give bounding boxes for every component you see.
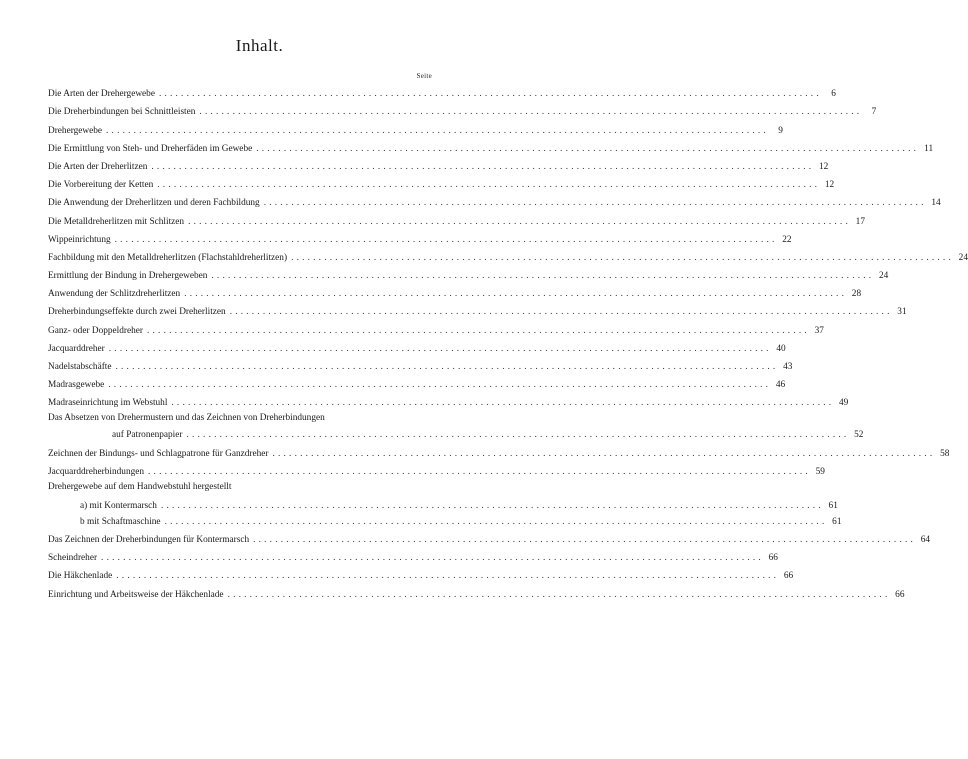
toc-entry-title: Die Häkchenlade — [48, 571, 113, 582]
toc-entry-page: 43 — [783, 362, 793, 372]
toc-entry-page: 12 — [819, 161, 829, 172]
toc-entry — [48, 564, 794, 582]
table-of-contents — [48, 82, 968, 601]
toc-entry-page: 52 — [854, 430, 864, 441]
leader-dots: ........................................................................................................................ — [106, 125, 769, 136]
toc-entry — [48, 100, 877, 118]
toc-entry — [48, 582, 905, 600]
toc-entry-page: 66 — [895, 589, 905, 600]
leader-dots: ........................................................................................................................ — [101, 553, 764, 564]
leader-dots: ........................................................................................................................ — [157, 180, 821, 191]
toc-entry-title: Die Arten der Drehergewebe — [48, 89, 155, 100]
toc-entry-page: 66 — [768, 553, 778, 564]
toc-entry — [48, 173, 835, 191]
toc-entry-page: 24 — [879, 271, 889, 282]
toc-entry — [48, 441, 950, 459]
toc-entry — [48, 228, 792, 246]
toc-entry — [48, 282, 862, 300]
toc-entry-page: 49 — [839, 398, 849, 409]
toc-entry-title: Drehergewebe — [48, 125, 103, 136]
toc-entry-page: 46 — [775, 380, 786, 391]
leader-dots: ........................................................................................................................ — [116, 571, 780, 582]
toc-entry-title: a) mit Kontermarsch — [80, 500, 157, 511]
toc-entry-title: Zeichnen der Bindungs- und Schlagpatrone für Ganzdreher — [48, 448, 269, 459]
page-title: Inhalt. — [235, 36, 284, 55]
toc-entry-page: 28 — [851, 289, 862, 300]
leader-dots: ........................................................................................................................ — [151, 161, 815, 172]
toc-entry-page: 14 — [931, 198, 941, 209]
toc-entry — [48, 191, 941, 209]
toc-entry — [48, 82, 836, 100]
toc-entry — [48, 373, 786, 391]
toc-entry-page: 11 — [924, 143, 934, 154]
toc-entry-page: 9 — [778, 125, 783, 136]
toc-entry-page: 7 — [871, 107, 877, 118]
toc-entry-multiline — [48, 409, 864, 441]
toc-entry-page: 12 — [824, 180, 835, 191]
toc-entry-title-line1: Das Absetzen von Drehermustern und das Zeichnen von Dreherbindungen — [48, 413, 325, 424]
toc-entry — [48, 496, 838, 512]
toc-entry-title: Die Dreherbindungen bei Schnittleisten — [48, 107, 196, 118]
leader-dots: ........................................................................................................................ — [263, 198, 927, 209]
toc-entry-page: 24 — [958, 252, 968, 263]
toc-entry-page: 64 — [920, 534, 931, 545]
toc-entry-page: 40 — [776, 343, 786, 354]
toc-entry-page: 58 — [940, 448, 950, 459]
leader-dots: ........................................................................................................................ — [147, 325, 810, 336]
toc-entry — [48, 546, 778, 564]
toc-entry-title: Dreherbindungseffekte durch zwei Dreherlitzen — [48, 307, 226, 318]
toc-group — [48, 478, 842, 528]
leader-dots: ........................................................................................................................ — [158, 89, 822, 100]
leader-dots: ........................................................................................................................ — [108, 380, 772, 391]
toc-entry — [48, 209, 865, 227]
toc-entry-title: Jacquarddreherbindungen — [48, 466, 145, 477]
leader-dots: ........................................................................................................................ — [256, 143, 920, 154]
toc-entry-title: Einrichtung und Arbeitsweise der Häkchenlade — [48, 589, 224, 600]
toc-entry-title: Madraseinrichtung im Webstuhl — [48, 398, 168, 409]
leader-dots: ........................................................................................................................ — [164, 516, 828, 527]
leader-dots: ........................................................................................................................ — [227, 589, 891, 600]
toc-entry — [48, 118, 783, 136]
leader-dots: ........................................................................................................................ — [229, 307, 893, 318]
leader-dots: ........................................................................................................................ — [186, 430, 850, 441]
toc-entry-title: Ermittlung der Bindung in Drehergeweben — [48, 271, 208, 282]
toc-entry — [48, 512, 842, 528]
toc-entry-title: Die Metalldreherlitzen mit Schlitzen — [48, 216, 185, 227]
toc-entry-title: Die Vorbereitung der Ketten — [48, 180, 154, 191]
leader-dots: ........................................................................................................................ — [115, 362, 779, 372]
toc-entry-title: Fachbildung mit den Metalldreherlitzen (Flachstahldreherlitzen) — [48, 252, 288, 263]
leader-dots: ........................................................................................................................ — [108, 343, 772, 354]
toc-entry — [48, 137, 934, 155]
toc-entry — [48, 300, 907, 318]
leader-dots: ........................................................................................................................ — [148, 466, 811, 477]
toc-group-heading: Drehergewebe auf dem Handwebstuhl hergestellt — [48, 481, 232, 492]
leader-dots: ........................................................................................................................ — [211, 271, 875, 282]
toc-entry-title: Madrasgewebe — [48, 380, 105, 391]
leader-dots: ........................................................................................................................ — [160, 500, 824, 511]
toc-entry — [48, 460, 825, 478]
leader-dots: ........................................................................................................................ — [188, 216, 851, 227]
toc-entry-title: Das Zeichnen der Dreherbindungen für Kontermarsch — [48, 534, 250, 545]
toc-entry-page: 17 — [855, 216, 865, 227]
leader-dots: ........................................................................................................................ — [199, 107, 863, 118]
toc-entry-title: Die Anwendung der Dreherlitzen und deren Fachbildung — [48, 198, 260, 209]
toc-entry — [48, 246, 968, 264]
leader-dots: ........................................................................................................................ — [171, 398, 835, 409]
toc-entry — [48, 155, 829, 173]
leader-dots: ........................................................................................................................ — [114, 234, 778, 245]
toc-entry-title: Die Arten der Dreherlitzen — [48, 161, 148, 172]
toc-entry-title: Wippeinrichtung — [48, 234, 111, 245]
toc-entry-title: Nadelstabschäfte — [48, 362, 112, 372]
toc-entry-title: Die Ermittlung von Steh- und Dreherfäden im Gewebe — [48, 143, 253, 154]
toc-entry-title-line2: auf Patronenpapier — [112, 430, 183, 441]
toc-entry-page: 59 — [815, 466, 825, 477]
toc-entry — [48, 264, 889, 282]
toc-entry-page: 61 — [828, 500, 838, 511]
toc-entry — [48, 355, 793, 373]
leader-dots: ........................................................................................................................ — [291, 252, 954, 263]
toc-entry — [48, 337, 786, 355]
toc-entry — [48, 318, 824, 336]
leader-dots: ........................................................................................................................ — [272, 448, 936, 459]
leader-dots: ........................................................................................................................ — [253, 534, 917, 545]
toc-entry-page: 61 — [832, 516, 842, 527]
toc-entry-title: Scheindreher — [48, 553, 98, 564]
toc-entry-page: 66 — [783, 571, 794, 582]
toc-entry-page: 31 — [897, 307, 907, 318]
toc-entry — [48, 391, 849, 409]
page-column-label: Seite — [416, 72, 432, 80]
leader-dots: ........................................................................................................................ — [184, 289, 848, 300]
toc-entry-page: 22 — [782, 234, 792, 245]
toc-entry-title: Jacquarddreher — [48, 343, 105, 354]
toc-entry — [48, 528, 931, 546]
toc-entry-title: Ganz- oder Doppeldreher — [48, 325, 143, 336]
toc-entry-title: b mit Schaftmaschine — [80, 516, 161, 527]
toc-entry-page: 6 — [831, 89, 836, 100]
toc-entry-page: 37 — [814, 325, 824, 336]
toc-entry-title: Anwendung der Schlitzdreherlitzen — [48, 289, 181, 300]
